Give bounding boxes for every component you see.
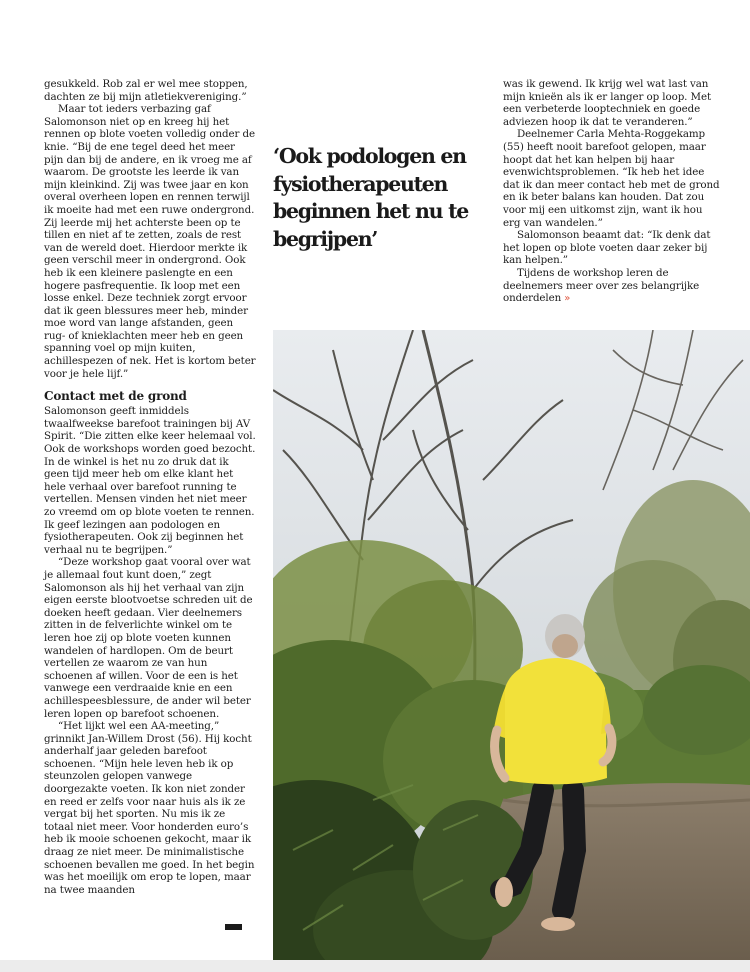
body-paragraph: Salomonson beaamt dat: “Ik denk dat het lopen op blote voeten daar zeker bij kan helpen.” — [503, 229, 711, 267]
end-of-column-mark — [225, 924, 242, 930]
pull-quote: ‘Ook podologen en fysiotherapeuten beginnen het nu te begrijpen’ — [273, 144, 469, 251]
body-paragraph: gesukkeld. Rob zal er wel mee stoppen, dachten ze bij mijn atletiekvereniging.” — [44, 78, 248, 103]
body-paragraph: Tijdens de workshop leren de deelnemers meer over zes belangrijke onderdelen » — [503, 266, 700, 305]
article-column-right — [503, 78, 721, 306]
section-subheading: Contact met de grond — [44, 389, 187, 404]
body-paragraph: was ik gewend. Ik krijg wel wat last van mijn knieën als ik er langer op loop. Met een verbeterde looptechniek en goede adviezen hoop ik dat te veranderen.” — [503, 78, 712, 128]
body-paragraph: Salomonson geeft inmiddels twaalfweekse barefoot trainingen bij AV Spirit. “Die zitten elke keer helemaal vol. Ook de workshops worden goed bezocht. In de winkel is het nu zo druk dat ik geen tijd meer heb om elke klant het hele verhaal over barefoot running te vertellen. Mensen vinden het niet meer zo vreemd om op blote voeten te rennen. Ik geef lezingen aan podologen en fysiotherapeuten. Ook zij beginnen het verhaal nu te begrijpen.” — [44, 405, 256, 556]
body-paragraph: “Het lijkt wel een AA-meeting,” grinnikt Jan-Willem Drost (56). Hij kocht anderhalf jaar geleden barefoot schoenen. “Mijn hele leven heb ik op steunzolen gelopen vanwege doorgezakte voeten. Ik kon niet zonder en reed er zelfs voor naar huis als ik ze vergat bij het sporten. Nu mis ik ze totaal niet meer. Voor honderden euro’s heb ik mooie schoenen gekocht, maar ik draag ze niet meer. De minimalistische schoenen bevallen me goed. In het begin was het moeilijk om erop te lopen, maar na twee maanden — [44, 720, 255, 896]
article-photo — [273, 330, 750, 960]
continue-arrow-icon: » — [561, 293, 571, 305]
body-paragraph: Maar tot ieders verbazing gaf Salomonson niet op en kreeg hij het rennen op blote voeten volledig onder de knie. “Bij de ene tegel deed het meer pijn dan bij de andere, en ik vroeg me af waarom. De grootste les leerde ik van mijn kleinkind. Zij was twee jaar en kon overal overheen lopen en rennen terwijl ik moeite had met een ruwe ondergrond. Zij leerde mij het achterste been op te tillen en niet af te zetten, zoals de rest van de wereld doet. Hierdoor merkte ik geen verschil meer in ondergrond. Ook heb ik een kleinere paslengte en een hogere pasfrequentie. Ik loop met een losse enkel. Deze techniek zorgt ervoor dat ik geen blessures meer heb, minder moe word van lange afstanden, geen rug- of knieklachten meer heb en geen spanning voel op mijn kuiten, achillespezen of nek. Het is kortom beter voor je hele lijf.” — [44, 103, 256, 380]
page-bottom-strip — [0, 960, 750, 972]
body-paragraph: Deelnemer Carla Mehta-Roggekamp (55) heeft nooit barefoot gelopen, maar hoopt dat het kan helpen bij haar evenwichtsproblemen. “Ik heb het idee dat ik dan meer contact heb met de grond en ik beter balans kan houden. Dat zou voor mij een uitkomst zijn, want ik hou erg van wandelen.” — [503, 128, 720, 229]
body-paragraph: “Deze workshop gaat vooral over wat je allemaal fout kunt doen,” zegt Salomonson als hij het verhaal van zijn eigen eerste blootvoetse schreden uit de doeken heeft gedaan. Vier deelnemers zitten in de felverlichte winkel om te leren hoe zij op blote voeten kunnen wandelen of hardlopen. Om de beurt vertellen ze waarom ze van hun schoenen af willen. Voor de een is het vanwege een verdraaide knie en een achillespeesblessure, de ander wil beter leren lopen op barefoot schoenen. — [44, 556, 253, 720]
article-column-left — [44, 78, 256, 896]
